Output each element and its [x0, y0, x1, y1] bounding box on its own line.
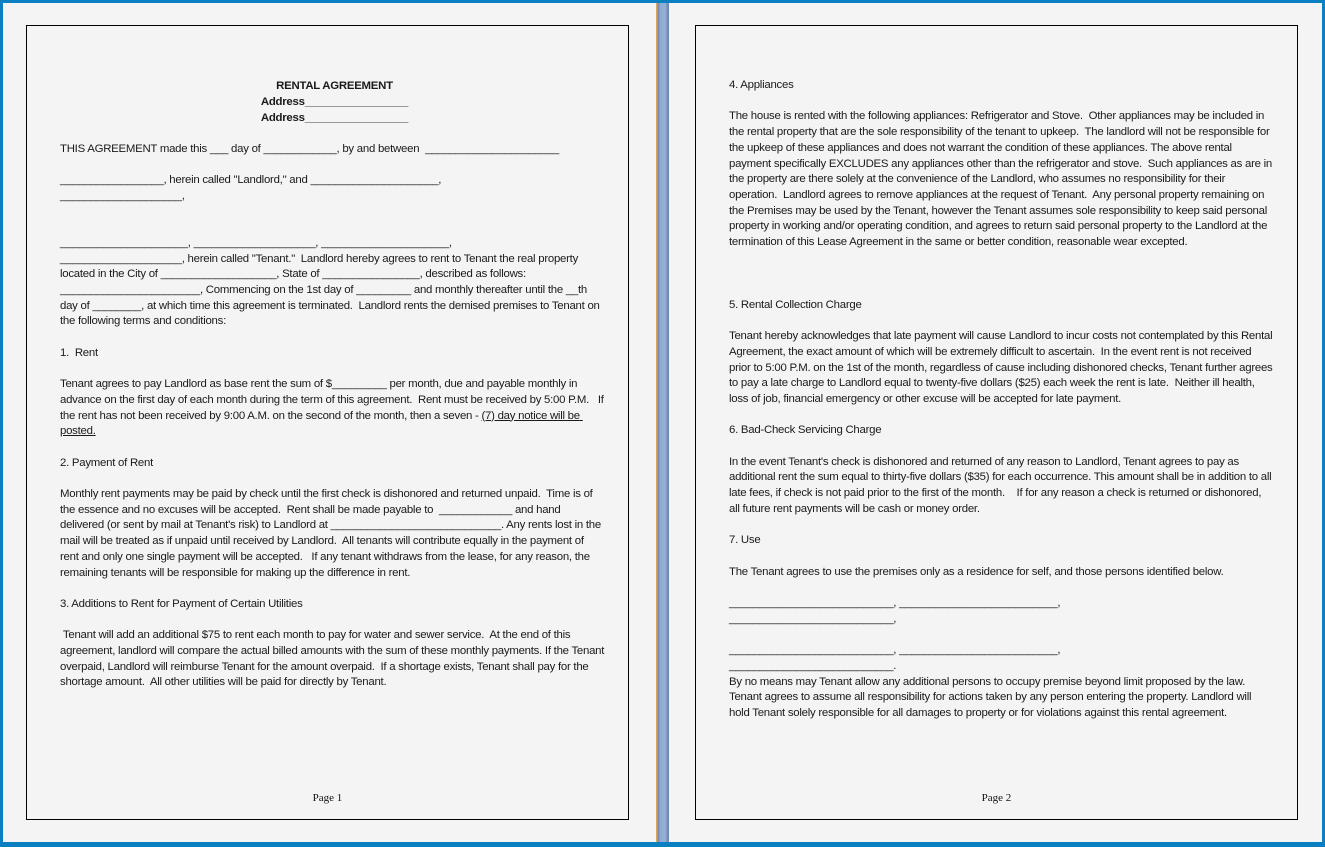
intro-line: THIS AGREEMENT made this ___ day of ____________, by and between ______________________ [60, 142, 559, 155]
section-4-heading: 4. Appliances [729, 79, 794, 91]
address-line-2: Address_________________ [260, 112, 409, 124]
landlord-line-2: ____________________, [60, 189, 185, 202]
section-7-body: The Tenant agrees to use the premises only as a residence for self, and those persons identified below. [729, 565, 1224, 578]
section-2-heading: 2. Payment of Rent [60, 456, 154, 469]
section-6-body: In the event Tenant's check is dishonored and returned of any reason to Landlord, Tenant agrees to pay as additional rent the sum equal to thirty-five dollars ($35) for each occurrence. This amount shall be in addition to all late fees, if check is not paid prior to the first of the month. If for any reason a check is returned or dishonored, all future rent payments will be cash or money order. [729, 455, 1275, 515]
page-gutter [656, 3, 669, 842]
address-line-1: Address_________________ [260, 96, 409, 108]
section-1-text: Tenant agrees to pay Landlord as base rent the sum of $_________ per month, due and payable monthly in advance on the first day of each month during the term of this agreement. Rent must be received by 5:00 P.M. If the rent has not been received by 9:00 A.M. on the second of the month, then a seven - [60, 378, 607, 422]
section-5-heading: 5. Rental Collection Charge [729, 298, 862, 311]
persons-line-3: ___________________________, __________________________, [729, 644, 1061, 657]
document-viewer [3, 3, 1322, 842]
occupancy-closing: By no means may Tenant allow any additional persons to occupy premise beyond limit proposed by the law. Tenant agrees to assume all responsibility for actions taken by any person entering the property. Landlord will hold Tenant solely responsible for all damages to property or for violations against this rental agreement. [729, 675, 1255, 719]
persons-line-4: ___________________________. [729, 659, 897, 672]
section-3-heading: 3. Additions to Rent for Payment of Certain Utilities [60, 597, 303, 610]
section-1-notice: (7) day notice will be posted. [60, 409, 583, 438]
page-2 [695, 25, 1298, 820]
section-7-heading: 7. Use [729, 534, 761, 547]
page-1 [26, 25, 629, 820]
page-2-content [729, 78, 1274, 722]
section-4-body: The house is rented with the following appliances: Refrigerator and Stove. Other appliances may be included in the rental property that are the sole responsibility of the tenant to upkeep. The landlord will not be responsible for the upkeep of these appliances and does not warrant the condition of these appliances. The above rental payment specifically EXCLUDES any appliances other than the refrigerator and stove. Such appliances as are in the property are there solely at the convenience of the Landlord, who assumes no responsibility for their operation. Landlord agrees to remove appliances at the request of Tenant. Any personal property remaining on the Premises may be used by the Tenant, however the Tenant assumes sole responsibility to keep said personal property in working and/or operating condition, and agrees to return said personal property to the Landlord at the termination of this Lease Agreement in the same or better condition, reasonable wear excepted. [729, 110, 1275, 249]
section-2-body: Monthly rent payments may be paid by check until the first check is dishonored and returned unpaid. Time is of the essence and no excuses will be accepted. Rent shall be made payable to ____________ and hand delivered (or sent by mail at Tenant's risk) to Landlord at ____________________________. Any rents lost in the mail will be treated as if unpaid until received by Landlord. All tenants will contribute equally in the payment of rent and only one single payment will be accepted. If any tenant withdraws from the lease, for any reason, the remaining tenants will be responsible for making up the difference in rent. [60, 488, 604, 579]
page-2-footer: Page 2 [981, 792, 1012, 804]
persons-line-1: ___________________________, __________________________, [729, 597, 1061, 610]
tenant-paragraph: ____________________, herein called "Tenant." Landlord hereby agrees to rent to Tenant the real property located in the City of ___________________, State of ________________, described as follows: _______________________, Commencing on the 1st day of _________ and monthly thereafter until the __th day of ________, at which time this agreement is terminated. Landlord rents the demised premises to Tenant on the following terms and conditions: [60, 252, 603, 328]
title-block [60, 78, 605, 126]
section-1-body [60, 377, 605, 440]
document-title: RENTAL AGREEMENT [276, 80, 393, 92]
section-5-body: Tenant hereby acknowledges that late payment will cause Landlord to incur costs not contemplated by this Rental Agreement, the exact amount of which will be extremely difficult to ascertain. In the event rent is not received prior to 5:00 P.M. on the 1st of the month, regardless of cause including dishonored checks, Tenant further agrees to pay a late charge to Landlord equal to twenty-five dollars ($25) each week the rent is late. Neither ill health, loss of job, financial emergency or other excuse will be accepted for late payment. [729, 330, 1276, 405]
section-1-heading: 1. Rent [60, 346, 98, 359]
page-1-content [60, 78, 608, 691]
tenant-line-1: _____________________, ____________________, _____________________, [60, 236, 452, 249]
page-1-footer: Page 1 [312, 792, 343, 804]
section-3-body: Tenant will add an additional $75 to rent each month to pay for water and sewer service. At the end of this agreement, landlord will compare the actual billed amounts with the sum of these monthly payments. If the Tenant overpaid, Landlord will reimburse Tenant for the amount overpaid. If a shortage exists, Tenant shall pay for the shortage amount. All other utilities will be paid for directly by Tenant. [60, 629, 608, 689]
persons-line-2: ___________________________, [729, 612, 897, 625]
section-6-heading: 6. Bad-Check Servicing Charge [729, 424, 882, 437]
landlord-line-1: _________________, herein called "Landlord," and _____________________, [60, 174, 442, 187]
